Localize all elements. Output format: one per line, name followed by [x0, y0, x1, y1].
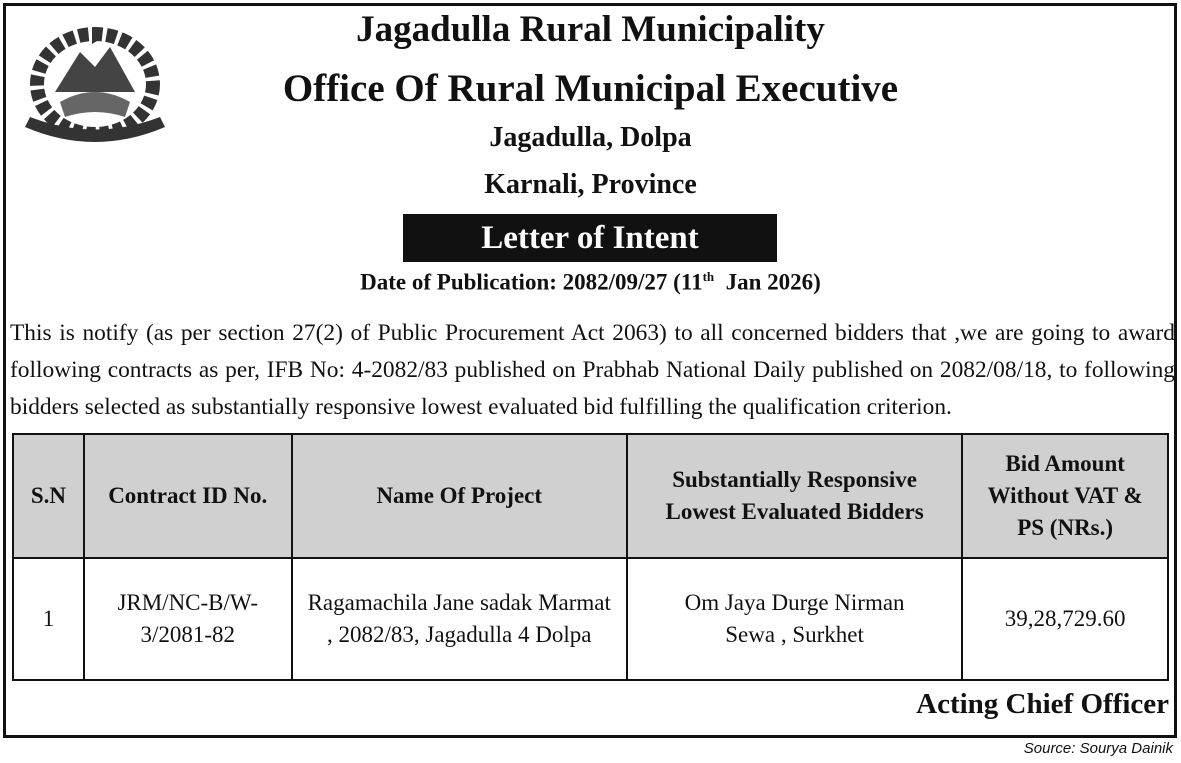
- municipality-name: Jagadulla Rural Municipality: [356, 9, 825, 50]
- publication-date: [0, 269, 1181, 296]
- office-name: Office Of Rural Municipal Executive: [282, 67, 899, 110]
- office-location: Jagadulla, Dolpa: [489, 122, 692, 153]
- cell-bid-amount: 39,28,729.60: [962, 558, 1168, 680]
- date-suffix: Jan 2026): [714, 269, 821, 295]
- cell-sn: 1: [13, 558, 84, 680]
- date-sup: th: [702, 269, 715, 284]
- date-prefix: Date of Publication: 2082/09/27 (11: [360, 269, 703, 295]
- header-contract-id: Contract ID No.: [84, 434, 292, 558]
- notice-title: Letter of Intent: [403, 214, 777, 262]
- province: Karnali, Province: [484, 169, 697, 200]
- cell-project: Ragamachila Jane sadak Marmat , 2082/83, Jagadulla 4 Dolpa: [292, 558, 627, 680]
- table-row: [13, 558, 1168, 680]
- award-table: [12, 433, 1169, 681]
- header-bid-amount: Bid Amount Without VAT & PS (NRs.): [962, 434, 1168, 558]
- table-header-row: [13, 434, 1168, 558]
- header-bidder: Substantially Responsive Lowest Evaluated Bidders: [627, 434, 962, 558]
- cell-contract-id: JRM/NC-B/W-3/2081-82: [84, 558, 292, 680]
- header-project: Name Of Project: [292, 434, 627, 558]
- source-credit: Source: Sourya Dainik: [1023, 740, 1173, 757]
- cell-bidder: Om Jaya Durge Nirman Sewa , Surkhet: [627, 558, 962, 680]
- signature: Acting Chief Officer: [916, 688, 1169, 720]
- notice-body: This is notify (as per section 27(2) of Public Procurement Act 2063) to all concerned bidders that ,we are going to award following contracts as per, IFB No: 4-2082/83 published on Prabhab National Daily published on 2082/08/18, to following bidders selected as substantially responsive lowest evaluated bid fulfilling the qualification criterion.: [10, 320, 1175, 420]
- header-sn: S.N: [13, 434, 84, 558]
